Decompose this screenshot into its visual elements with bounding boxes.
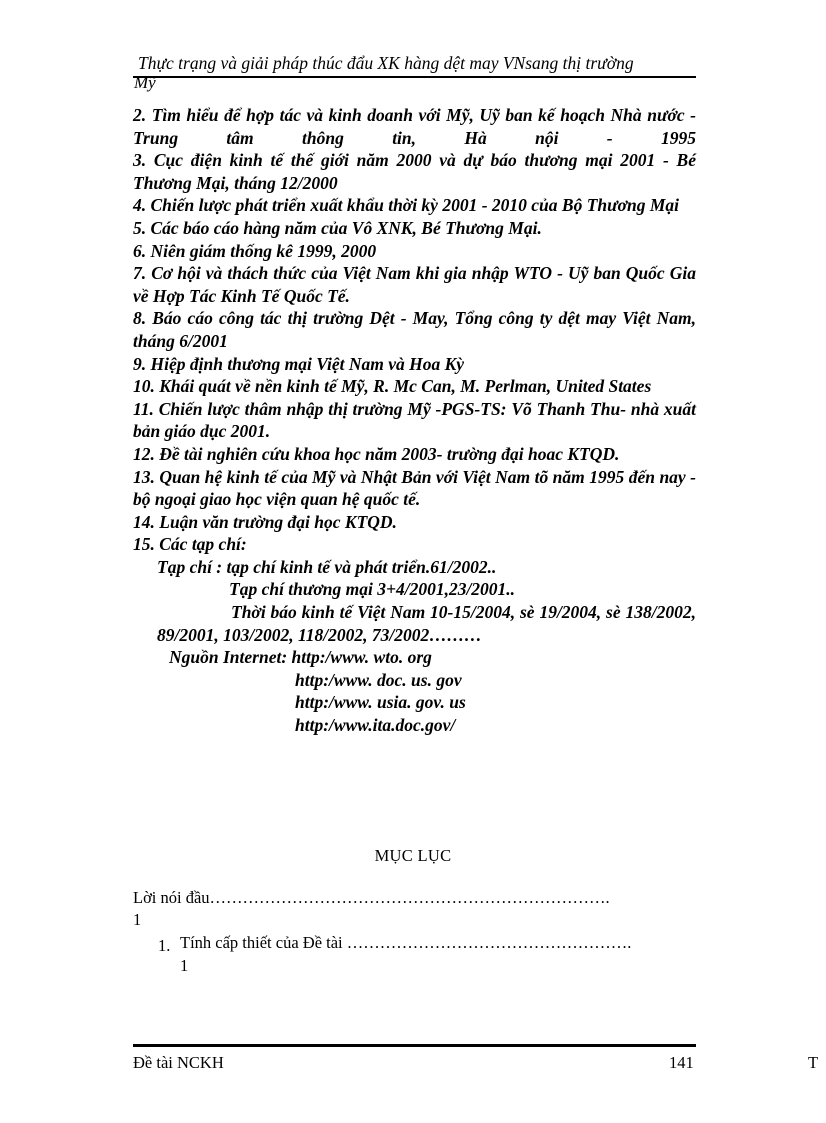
journal-line: Tạp chí thương mại 3+4/2001,23/2001.. — [229, 579, 516, 600]
internet-url: http:/www. usia. gov. us — [295, 692, 466, 713]
reference-item: 7. Cơ hội và thách thức của Việt Nam khi gia nhập WTO - Uỹ ban Quốc Gia về Hợp Tác Kinh Tế Quốc Tế. — [133, 263, 696, 306]
internet-url: http:/www. doc. us. gov — [295, 669, 462, 690]
footer-rule — [133, 1044, 696, 1047]
toc-entry-text: Tính cấp thiết của Đề tài ……………………………………………. — [180, 933, 632, 952]
journal-line: Tạp chí : tạp chí kinh tế và phát triển.61/2002.. — [157, 556, 497, 577]
toc-title: MỤC LỤC — [374, 846, 452, 865]
page-number: 141 — [669, 1053, 694, 1072]
reference-item: 8. Báo cáo công tác thị trường Dệt - May, Tổng công ty dệt may Việt Nam, tháng 6/2001 — [133, 308, 696, 351]
header-rule — [133, 76, 696, 78]
internet-source: Nguồn Internet: http:/www. wto. org — [169, 647, 432, 668]
clipped-edge-text: T — [808, 1053, 819, 1072]
reference-item: 4. Chiến lược phát triển xuất khẩu thời kỳ 2001 - 2010 của Bộ Thương Mại — [133, 195, 680, 216]
running-header-continuation: Mỹ — [134, 73, 156, 92]
toc-entry-number: 1. — [158, 936, 171, 955]
reference-item: 13. Quan hệ kinh tế của Mỹ và Nhật Bản với Việt Nam tõ năm 1995 đến nay - bộ ngoại giao học viện quan hệ quốc tế. — [133, 466, 696, 510]
toc-entry-page: 1 — [180, 956, 189, 975]
toc-entry-page: 1 — [133, 910, 142, 929]
reference-item: 3. Cục điện kinh tế thế giới năm 2000 và dự báo thương mại 2001 - Bé Thương Mại, tháng 12/2000 — [133, 150, 696, 193]
reference-item: 5. Các báo cáo hàng năm của Vô XNK, Bé Thương Mại. — [133, 217, 542, 238]
journal-line: Thời báo kinh tế Việt Nam 10-15/2004, sè 19/2004, sè 138/2002, 89/2001, 103/2002, 118/2002, 73/2002……… — [157, 602, 696, 645]
reference-item: 12. Đề tài nghiên cứu khoa học năm 2003- trường đại hoac KTQD. — [133, 443, 620, 464]
running-header-title: Thực trạng và giải pháp thúc đẩu XK hàng dệt may VNsang thị trường — [138, 53, 634, 73]
reference-list — [133, 104, 696, 737]
reference-item: 10. Khái quát về nền kinh tế Mỹ, R. Mc Can, M. Perlman, United States — [133, 376, 652, 397]
reference-item: 9. Hiệp định thương mại Việt Nam và Hoa Kỳ — [133, 353, 465, 374]
internet-url: http:/www.ita.doc.gov/ — [295, 715, 456, 736]
footer-label: Đề tài NCKH — [133, 1053, 224, 1072]
reference-item: 14. Luận văn trường đại học KTQD. — [133, 511, 397, 532]
reference-item: 6. Niên giám thống kê 1999, 2000 — [133, 240, 377, 261]
reference-item: 11. Chiến lược thâm nhập thị trường Mỹ -PGS-TS: Võ Thanh Thu- nhà xuất bản giáo dục 2001. — [133, 398, 696, 442]
reference-item: 2. Tìm hiểu để hợp tác và kinh doanh với Mỹ, Uỹ ban kế hoạch Nhà nước - Trung tâm thông tin, Hà nội - 1995 — [133, 105, 696, 148]
toc-entry-text: Lời nói đầu………………………………………………………………. — [133, 888, 610, 907]
reference-item: 15. Các tạp chí: — [133, 534, 247, 555]
